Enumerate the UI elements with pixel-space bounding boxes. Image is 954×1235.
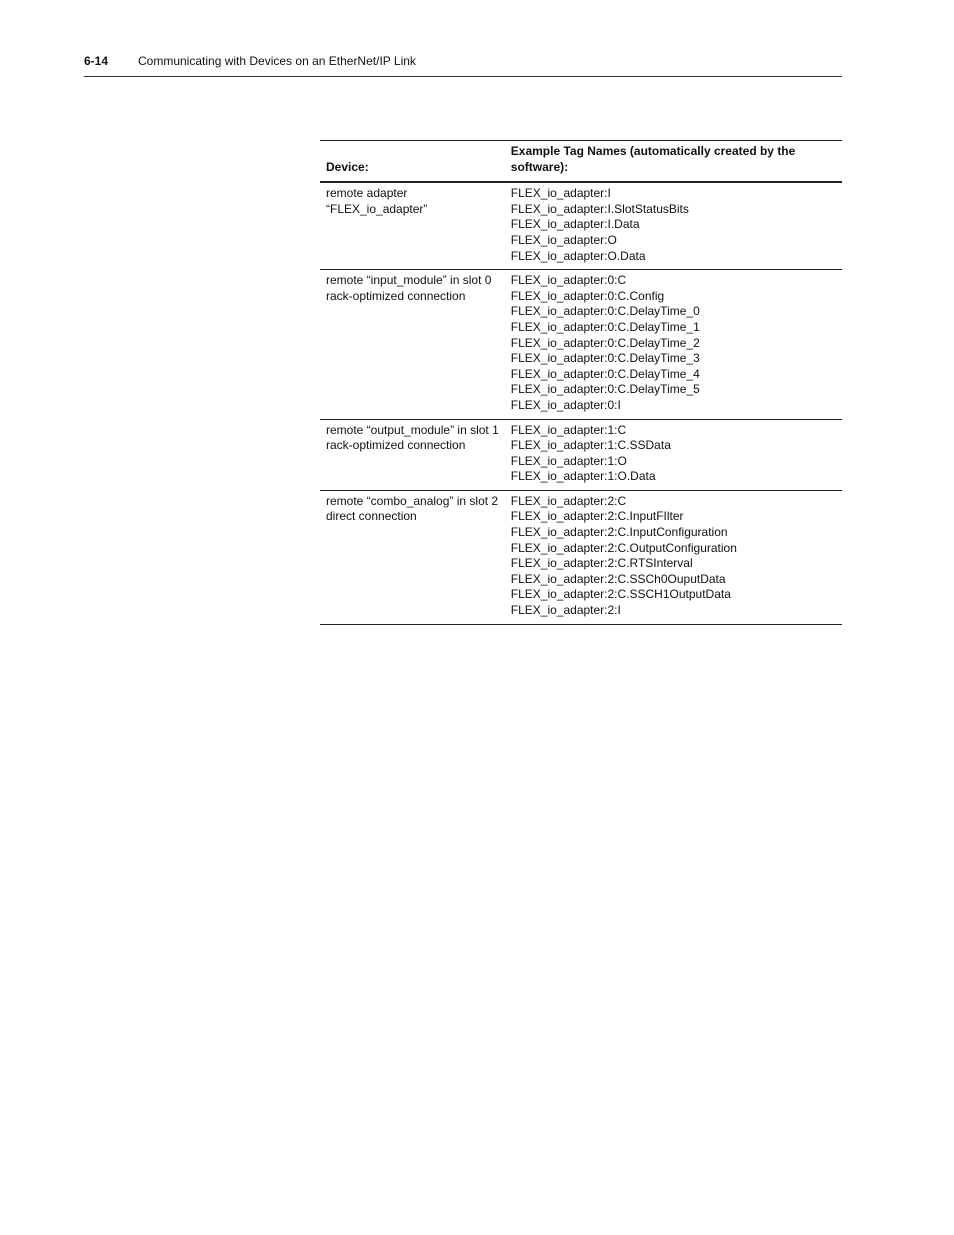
table-header-row	[320, 141, 842, 183]
device-cell	[320, 419, 505, 490]
tag-name: FLEX_io_adapter:1:C	[510, 422, 627, 437]
tag-name: FLEX_io_adapter:2:C.OutputConfiguration	[510, 540, 737, 555]
tag-name: FLEX_io_adapter:1:O.Data	[510, 469, 656, 484]
column-header-device: Device:	[320, 141, 505, 183]
table-body	[320, 182, 842, 624]
tag-name: FLEX_io_adapter:2:C.InputFIlter	[510, 509, 684, 524]
tag-name: FLEX_io_adapter:2:C	[510, 493, 627, 508]
tag-name: FLEX_io_adapter:0:C.DelayTime_4	[510, 366, 700, 381]
tag-name: FLEX_io_adapter:0:C.DelayTime_2	[510, 335, 700, 350]
device-text: remote “input_module” in slot 0	[326, 273, 492, 288]
header-title: Communicating with Devices on an EtherNet/IP Link	[138, 54, 416, 68]
device-text: direct connection	[326, 509, 417, 524]
device-text: rack-optimized connection	[326, 288, 466, 303]
tag-names-cell	[505, 419, 842, 490]
page-header	[84, 52, 842, 77]
tag-name: FLEX_io_adapter:2:C.RTSInterval	[510, 556, 693, 571]
table-row	[320, 419, 842, 490]
device-text: “FLEX_io_adapter”	[326, 201, 428, 216]
tag-names-cell	[505, 270, 842, 419]
tag-name: FLEX_io_adapter:0:I	[510, 397, 621, 412]
column-header-tag-names: Example Tag Names (automatically created by the software):	[505, 141, 842, 183]
tag-names-cell	[505, 490, 842, 624]
tag-name: FLEX_io_adapter:0:C.DelayTime_1	[510, 319, 700, 334]
table-row	[320, 490, 842, 624]
tag-name: FLEX_io_adapter:0:C.Config	[510, 288, 665, 303]
tag-name: FLEX_io_adapter:I.SlotStatusBits	[510, 201, 689, 216]
tag-name: FLEX_io_adapter:O.Data	[510, 248, 646, 263]
device-text: rack-optimized connection	[326, 438, 466, 453]
table-row	[320, 182, 842, 269]
tag-name: FLEX_io_adapter:0:C.DelayTime_5	[510, 382, 700, 397]
tag-names-table	[320, 140, 842, 625]
tag-name: FLEX_io_adapter:O	[510, 232, 617, 247]
tag-name: FLEX_io_adapter:0:C	[510, 273, 627, 288]
tag-name: FLEX_io_adapter:1:O	[510, 453, 627, 468]
tag-name: FLEX_io_adapter:2:C.InputConfiguration	[510, 525, 728, 540]
tag-name: FLEX_io_adapter:1:C.SSData	[510, 438, 671, 453]
tag-name: FLEX_io_adapter:0:C.DelayTime_0	[510, 304, 700, 319]
tag-name: FLEX_io_adapter:2:C.SSCH1OutputData	[510, 587, 731, 602]
device-cell	[320, 270, 505, 419]
device-cell	[320, 490, 505, 624]
tag-name: FLEX_io_adapter:I	[510, 186, 611, 201]
device-text: remote adapter	[326, 186, 408, 201]
device-cell	[320, 182, 505, 269]
tag-name: FLEX_io_adapter:2:I	[510, 603, 621, 618]
tag-name: FLEX_io_adapter:0:C.DelayTime_3	[510, 351, 700, 366]
page-number: 6-14	[84, 54, 109, 68]
device-text: remote “output_module” in slot 1	[326, 422, 499, 437]
tag-name: FLEX_io_adapter:2:C.SSCh0OuputData	[510, 571, 726, 586]
device-text: remote “combo_analog” in slot 2	[326, 493, 499, 508]
tag-name: FLEX_io_adapter:I.Data	[510, 217, 640, 232]
table-row	[320, 270, 842, 419]
tag-names-cell	[505, 182, 842, 269]
